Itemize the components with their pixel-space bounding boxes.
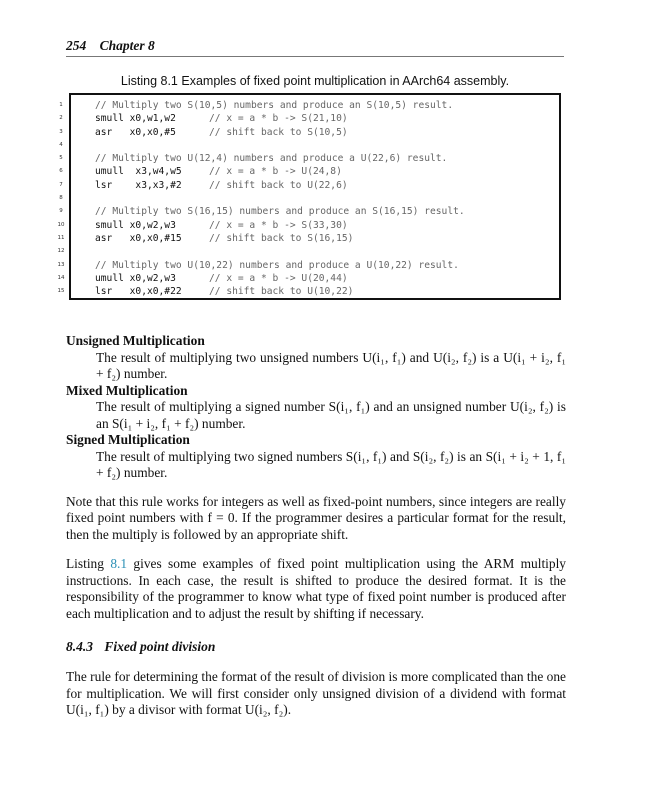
- section-heading: [66, 639, 566, 655]
- listing-paragraph-rest: gives some examples of fixed point multiplication using the ARM multiply instructions. In each case, the result is shifted to produce the desired format. It is the responsibility of the programmer to know what type of fixed point number is produced after each multiplication and to adjust the result by shifting if necessary.: [66, 556, 566, 621]
- code-comment: // Multiply two S(16,15) numbers and produce an S(16,15) result.: [95, 206, 465, 218]
- section-number: 8.4.3: [66, 639, 93, 654]
- page-number: 254: [66, 38, 87, 53]
- code-comment: // Multiply two S(10,5) numbers and produce an S(10,5) result.: [95, 100, 454, 111]
- line-number: 7: [59, 181, 63, 188]
- code-instruction: smull x0,w1,w2: [95, 113, 176, 125]
- line-number: 4: [59, 141, 63, 148]
- definition-signed: [66, 432, 566, 482]
- code-line: [95, 112, 555, 125]
- code-comment: // x = a * b -> U(24,8): [209, 166, 342, 178]
- code-instruction: asr x0,x0,#15: [95, 232, 182, 244]
- definition-mixed: [66, 383, 566, 433]
- code-line: [95, 259, 555, 272]
- line-number: 6: [59, 168, 63, 175]
- line-number: 8: [59, 195, 63, 202]
- code-comment: // x = a * b -> U(20,44): [209, 272, 348, 284]
- line-number: 3: [59, 128, 63, 135]
- code-instruction: smull x0,w2,w3: [95, 219, 176, 231]
- code-comment: // shift back to S(16,15): [209, 232, 354, 244]
- code-lines: [95, 99, 555, 298]
- line-number: 12: [57, 248, 65, 255]
- code-line: [95, 99, 555, 112]
- code-comment: // shift back to U(22,6): [209, 179, 348, 191]
- code-line: [95, 232, 555, 245]
- division-paragraph: The rule for determining the format of the result of division is more complicated than the one for multiplication. We will first consider only unsigned division of a dividend with format U(i₁, f₁) by a divisor with format U(i₂, f₂).: [66, 669, 566, 717]
- code-instruction: umull x3,w4,w5: [95, 166, 182, 178]
- code-line: [95, 179, 555, 192]
- code-comment: // shift back to S(10,5): [209, 126, 348, 138]
- definition-term: Signed Multiplication: [66, 432, 190, 447]
- definition-text: The result of multiplying two signed numbers S(i₁, f₁) and S(i₂, f₂) is an S(i₁ + i₂ + 1, f₁ + f₂) number.: [96, 448, 566, 480]
- section-title: Fixed point division: [104, 639, 216, 654]
- code-comment: // x = a * b -> S(21,10): [209, 113, 348, 125]
- line-number: 15: [57, 288, 65, 295]
- line-number: 11: [57, 234, 65, 241]
- code-comment: // x = a * b -> S(33,30): [209, 219, 348, 231]
- code-line: [95, 205, 555, 218]
- code-instruction: asr x0,x0,#5: [95, 126, 176, 138]
- code-line: [95, 126, 555, 139]
- code-instruction: lsr x0,x0,#22: [95, 286, 182, 298]
- code-line: [95, 245, 555, 258]
- definition-text: The result of multiplying a signed number S(i₁, f₁) and an unsigned number U(i₂, f₂) is an S(i₁ + i₂, f₁ + f₂) number.: [96, 399, 566, 431]
- line-number: 5: [59, 155, 63, 162]
- line-number: 9: [59, 208, 63, 215]
- listing-paragraph-start: Listing: [66, 556, 111, 572]
- definition-term: Mixed Multiplication: [66, 382, 188, 398]
- definition-unsigned: [66, 333, 566, 383]
- code-comment: // shift back to U(10,22): [209, 286, 354, 298]
- line-number: 13: [57, 261, 65, 268]
- chapter-label: Chapter 8: [99, 38, 155, 53]
- listing-reference-link[interactable]: 8.1: [110, 556, 128, 572]
- code-line: [95, 165, 555, 178]
- line-number: 2: [59, 115, 63, 122]
- code-line: [95, 152, 555, 165]
- code-comment: // Multiply two U(12,4) numbers and produce a U(22,6) result.: [95, 153, 448, 165]
- code-line: [95, 272, 555, 285]
- listing-caption: Listing 8.1 Examples of fixed point multiplication in AArch64 assembly.: [120, 74, 510, 88]
- line-number: 14: [57, 274, 65, 281]
- line-number: 1: [59, 102, 63, 108]
- code-line: [95, 139, 555, 152]
- code-line: [95, 285, 555, 298]
- code-line: [95, 219, 555, 232]
- header-rule: [66, 56, 564, 57]
- running-header: [66, 38, 564, 54]
- definition-text: The result of multiplying two unsigned numbers U(i₁, f₁) and U(i₂, f₂) is a U(i₁ + i₂, f₁ + f₂) number.: [96, 349, 566, 381]
- code-instruction: umull x0,w2,w3: [95, 272, 176, 284]
- definition-term: Unsigned Multiplication: [66, 333, 205, 348]
- line-number: 10: [57, 221, 65, 228]
- note-paragraph: Note that this rule works for integers as well as fixed-point numbers, since integers are really fixed point numbers with f = 0. If the programmer desires a particular format for the result, then the multiply is followed by an appropriate shift.: [66, 493, 566, 542]
- body-text: [66, 333, 566, 636]
- code-instruction: lsr x3,x3,#2: [95, 179, 182, 191]
- line-numbers: [54, 99, 68, 298]
- listing-paragraph: [66, 556, 566, 622]
- code-line: [95, 192, 555, 205]
- code-comment: // Multiply two U(10,22) numbers and produce a U(10,22) result.: [95, 259, 459, 271]
